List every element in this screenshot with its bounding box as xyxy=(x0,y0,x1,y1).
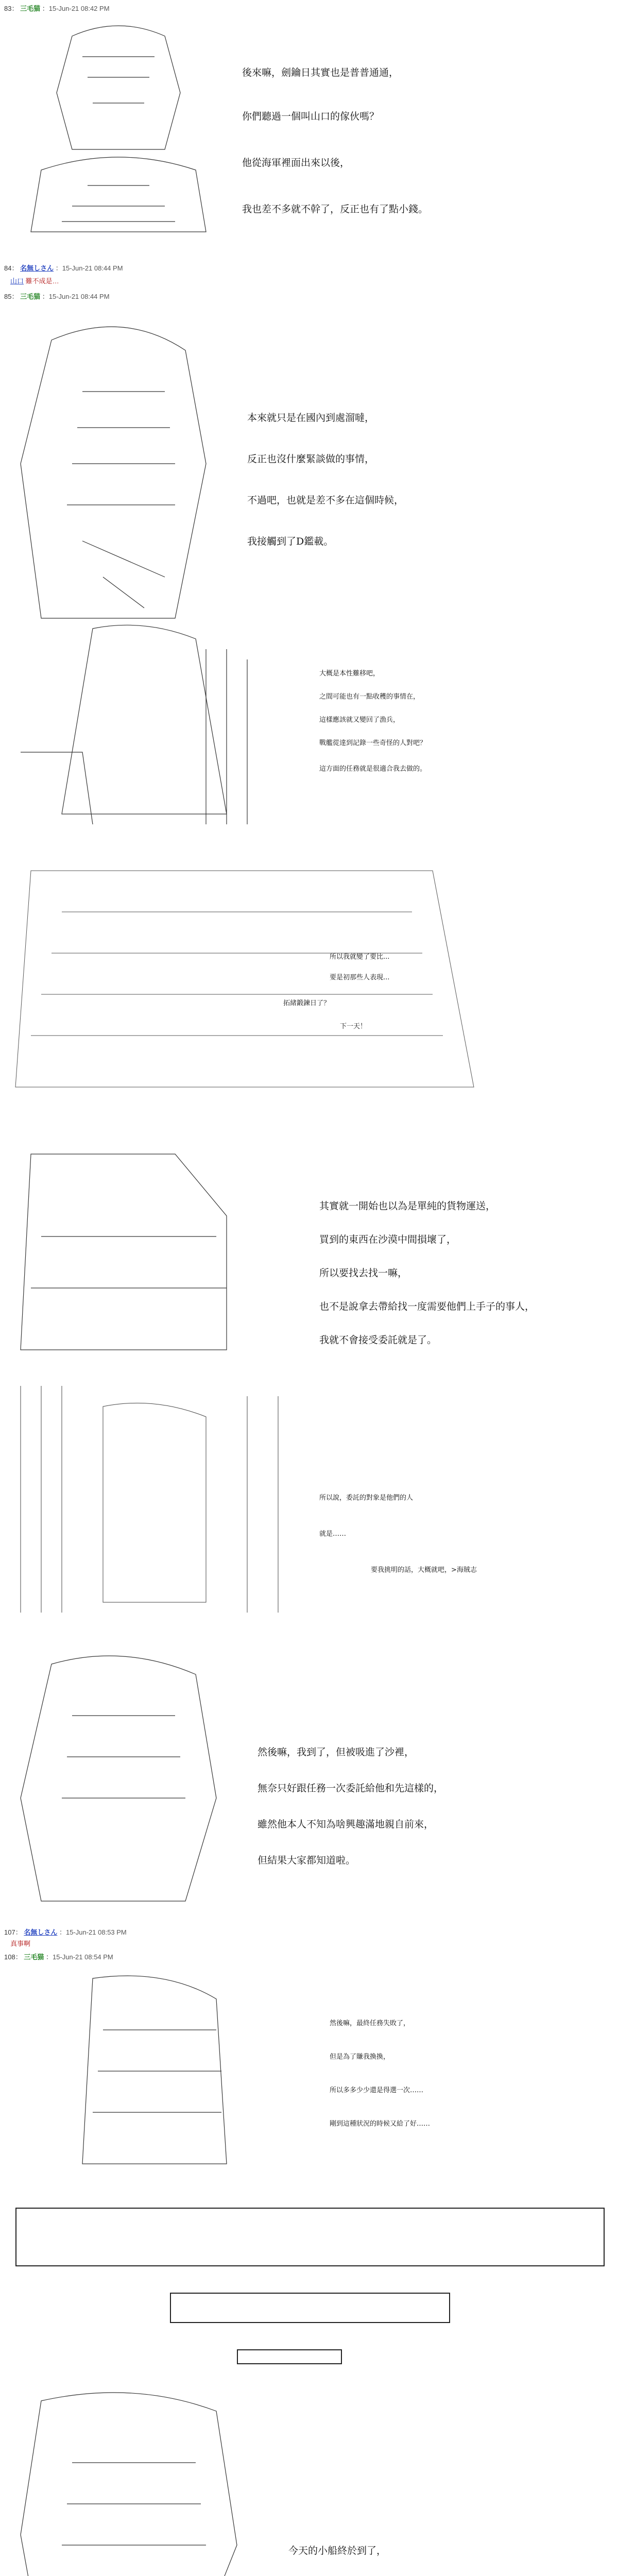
story-line: 我也差不多就不幹了，反正也有了點小錢。 xyxy=(242,204,428,215)
story-line: 但結果大家都知道啦。 xyxy=(258,1855,356,1866)
story-line: 後來嘛，劍鑰日其實也是普普通通， xyxy=(242,67,399,78)
ascii-art-character xyxy=(10,1968,288,2184)
post-header: 107： 名無しさん ：15-Jun-21 08:53 PM xyxy=(4,1928,127,1936)
poster-name[interactable]: 名無しさん xyxy=(24,1928,58,1936)
story-line: 買到的東西在沙漠中間損壞了， xyxy=(319,1234,457,1245)
story-note: 要我挑明的話，大概就吧，>海賊志 xyxy=(371,1566,477,1574)
ascii-art-scene xyxy=(10,1133,299,1355)
ascii-art-scene xyxy=(10,618,288,835)
poster-name[interactable]: 三毛猫 xyxy=(20,293,41,300)
poster-name[interactable]: 名無しさん xyxy=(20,264,54,272)
reply-reference-link[interactable]: 山口 xyxy=(10,277,24,285)
post-header: 84： 名無しさん ：15-Jun-21 08:44 PM xyxy=(4,264,123,272)
story-line: 反正也沒什麼緊談做的事情， xyxy=(247,453,375,465)
narration-box xyxy=(237,2349,342,2364)
story-line: 本來就只是在國內到處溜噠， xyxy=(247,412,375,423)
story-line: 下一天！ xyxy=(340,1023,367,1030)
poster-name[interactable]: 三毛猫 xyxy=(20,5,41,12)
reply-line: 山口 難不成是… xyxy=(10,277,59,285)
story-line: 你們聽過一個叫山口的傢伙嗎？ xyxy=(242,111,380,122)
story-line: 不過吧，也就是差不多在這個時候， xyxy=(247,495,404,506)
reply-line: 真事啊 xyxy=(10,1940,31,1947)
ascii-art-character xyxy=(10,1643,247,1911)
story-line: 今天的小船終於到了， xyxy=(288,2545,387,2556)
narration-box xyxy=(15,2208,605,2266)
poster-name[interactable]: 三毛猫 xyxy=(24,1953,44,1961)
story-line: 我接觸到了D鑑載。 xyxy=(247,536,334,547)
story-line: 我就不會接受委託就是了。 xyxy=(319,1334,437,1346)
ascii-art-group xyxy=(10,850,525,1097)
ascii-art-bars xyxy=(10,1376,299,1618)
story-line: 要是初那些人表現... xyxy=(330,974,390,981)
story-line: 之間可能也有一點收穫的事情在， xyxy=(319,693,420,701)
story-line: 這樣應該就又變回了漁兵， xyxy=(319,716,400,724)
post-header: 85： 三毛猫 ：15-Jun-21 08:44 PM xyxy=(4,293,110,300)
story-line: 其實就一開始也以為是單純的貨物運送， xyxy=(319,1200,496,1212)
story-line: 所以多多少少還是得選一次…… xyxy=(330,2087,424,2094)
story-line: 所以說，委託的對象是他們的人 xyxy=(319,1494,414,1502)
story-line: 這方面的任務就是很適合我去做的。 xyxy=(319,765,427,773)
story-line: 然後嘛，我到了，但被吸進了沙裡， xyxy=(258,1747,415,1758)
story-line: 戰艦從達到記錄一些奇怪的人對吧？ xyxy=(319,739,427,747)
story-line: 也不是說拿去帶給找一度需要他們上手子的事人， xyxy=(319,1301,535,1312)
story-line: 但是為了賺我換換， xyxy=(330,2053,390,2061)
story-line: 無奈只好跟任務一次委託給他和先這樣的， xyxy=(258,1783,444,1794)
story-line: 剛到這種狀況的時候又給了好…… xyxy=(330,2120,431,2128)
post-header: 83： 三毛猫 ：15-Jun-21 08:42 PM xyxy=(4,5,110,12)
story-line: 就是…… xyxy=(319,1530,347,1538)
post-header: 108： 三毛猫 ：15-Jun-21 08:54 PM xyxy=(4,1953,113,1961)
story-line: 所以我就變了要比... xyxy=(330,953,390,961)
ascii-art-character xyxy=(10,2380,278,2576)
ascii-art-character xyxy=(10,309,227,629)
story-line: 然後嘛，最終任務失敗了， xyxy=(330,2020,410,2027)
story-line: 雖然他本人不知為啥興趣滿地親自前來， xyxy=(258,1819,434,1830)
narration-box xyxy=(170,2293,450,2323)
story-note: 拓緒鍛鍊日了？ xyxy=(283,999,331,1007)
ascii-art-figure xyxy=(10,15,227,237)
story-line: 所以要找去找一嘛， xyxy=(319,1267,408,1279)
story-line: 大概是本性難移吧， xyxy=(319,670,380,677)
story-line: 他從海軍裡面出來以後， xyxy=(242,157,350,168)
